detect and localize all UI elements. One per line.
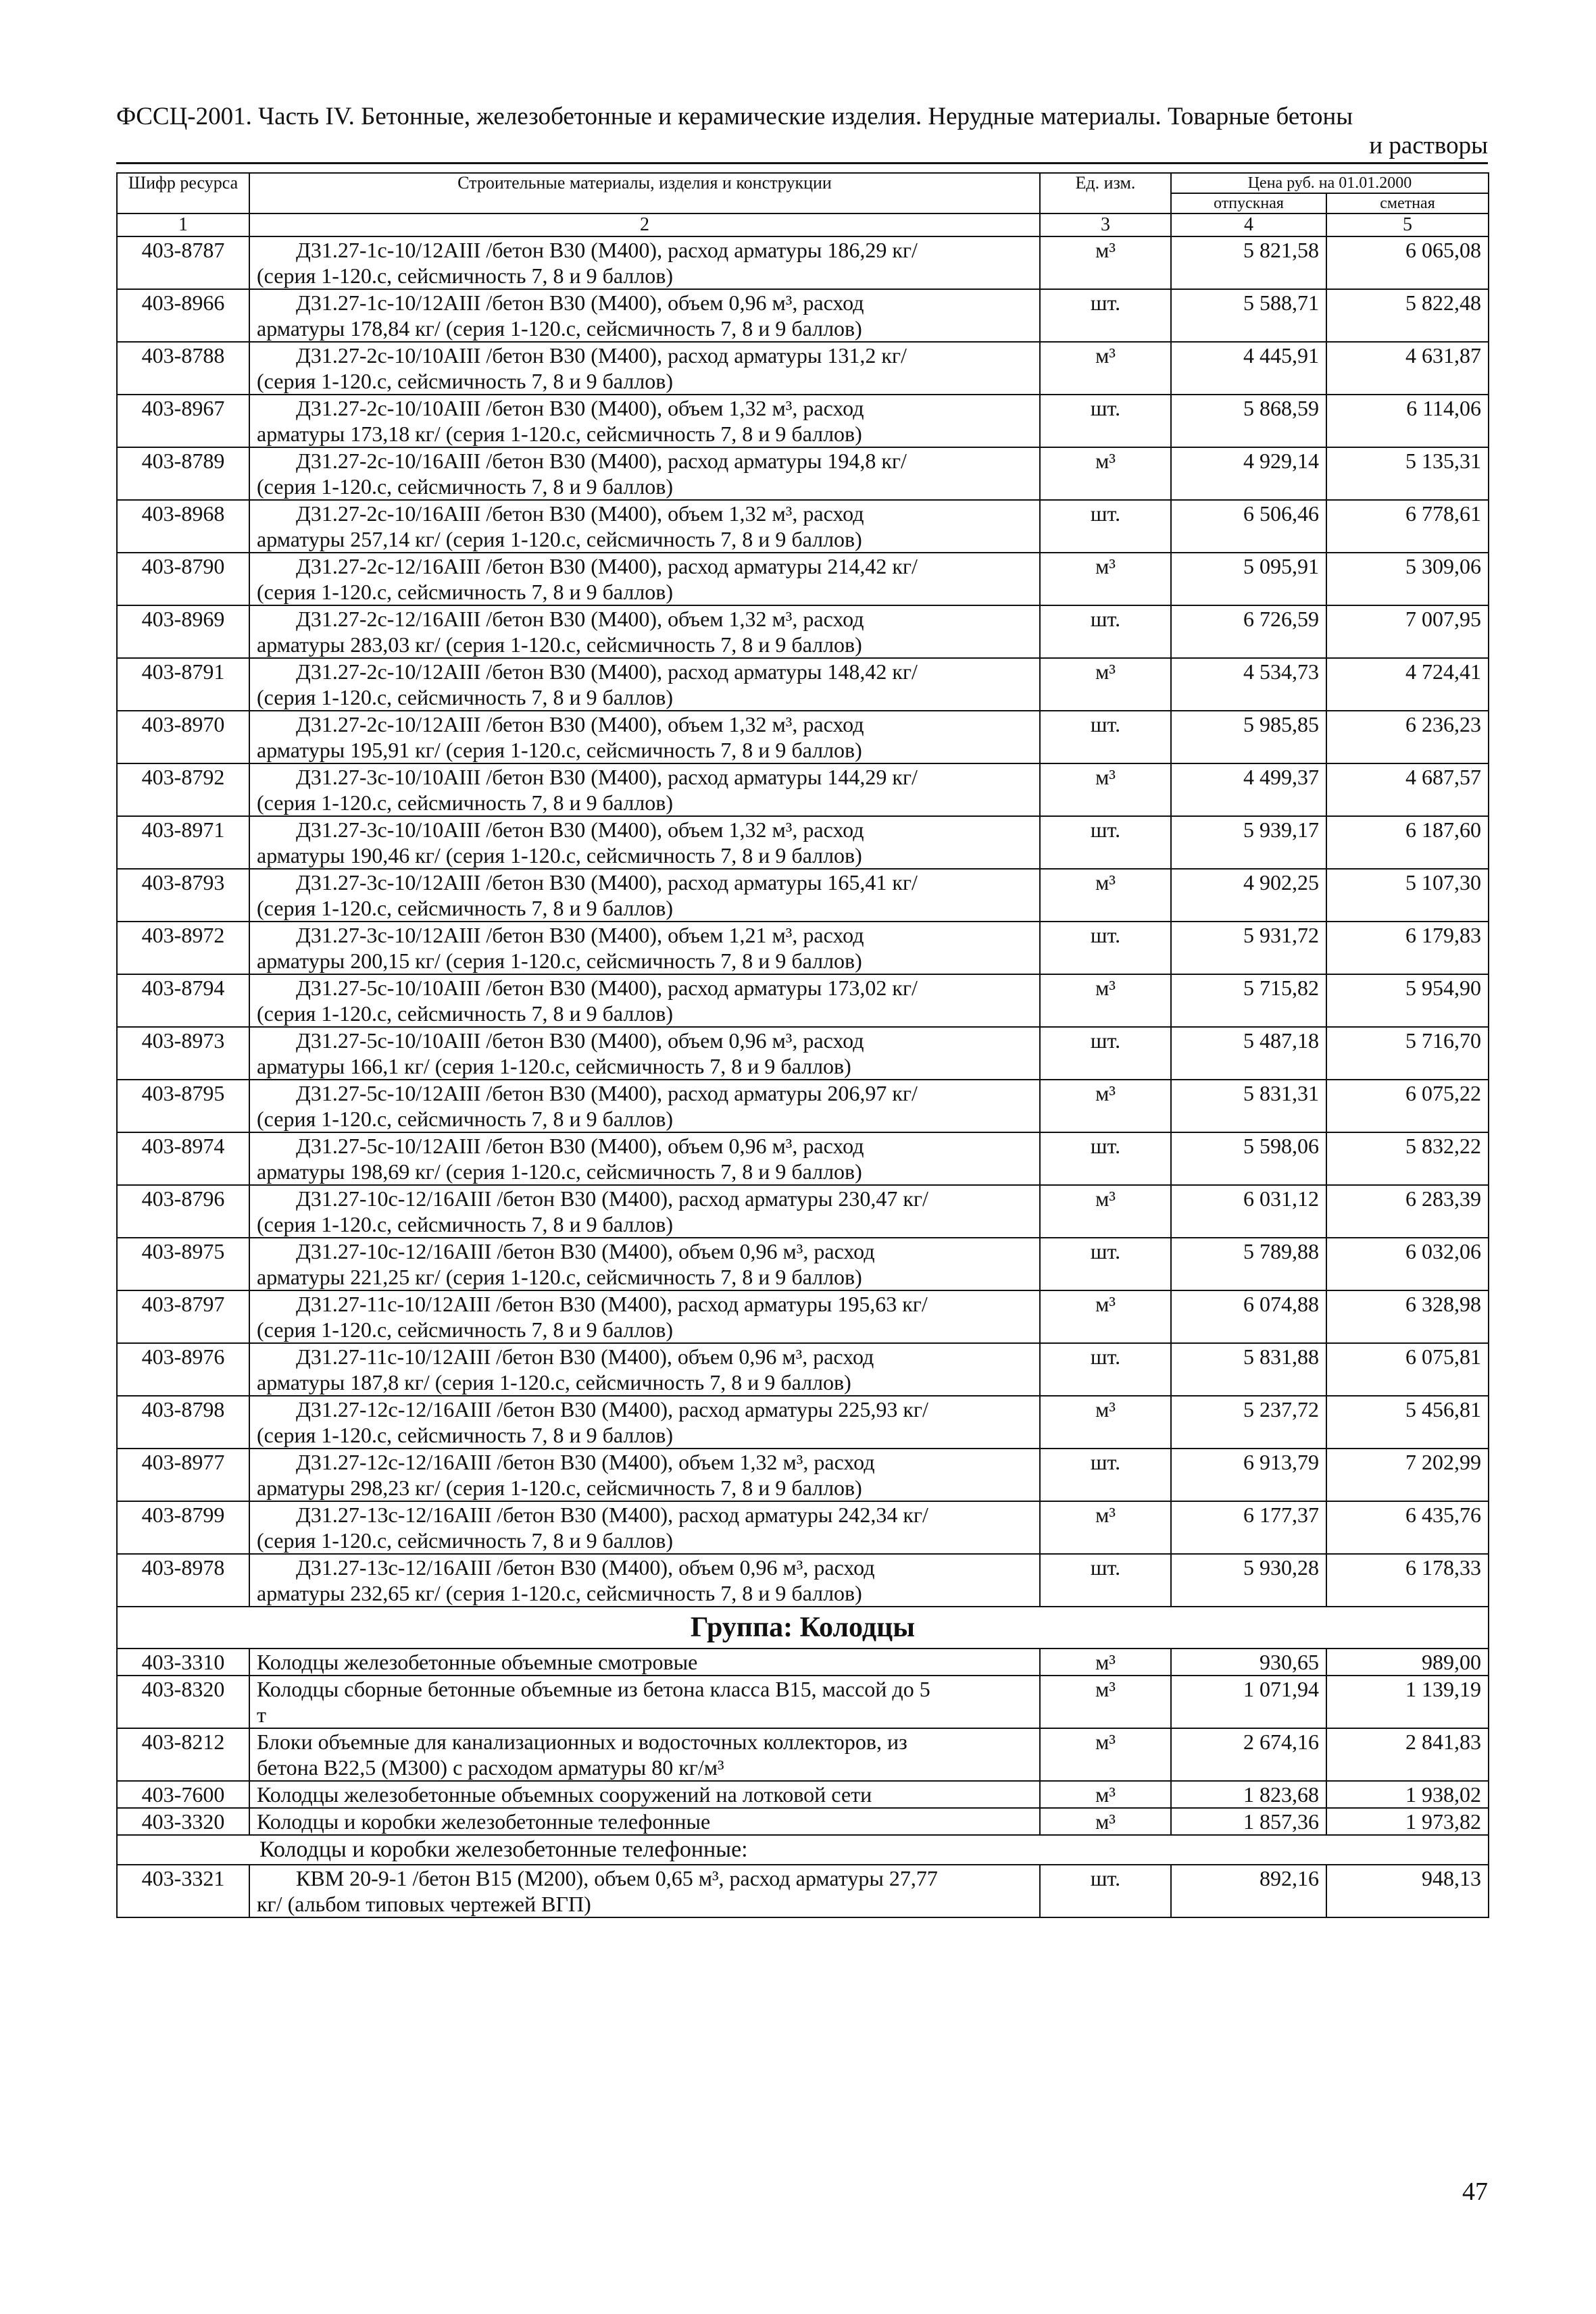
description-line: Д31.27-2с-10/12АIII /бетон В30 (М400), расход арматуры 148,42 кг/ [296, 659, 918, 684]
table-row [117, 922, 1489, 974]
description-line: КВМ 20-9-1 /бетон В15 (М200), объем 0,65 м³, расход арматуры 27,77 [296, 1866, 938, 1890]
resource-code: 403-8976 [117, 1343, 249, 1396]
unit-of-measure: м³ [1040, 1649, 1171, 1676]
estimate-price: 989,00 [1326, 1649, 1489, 1676]
unit-of-measure: шт. [1040, 1865, 1171, 1917]
unit-of-measure: шт. [1040, 1132, 1171, 1185]
description-line: арматуры 232,65 кг/ (серия 1-120.с, сейсмичность 7, 8 и 9 баллов) [257, 1581, 862, 1605]
estimate-price: 6 075,22 [1326, 1080, 1489, 1132]
description-line: т [257, 1703, 266, 1727]
table-row [117, 869, 1489, 922]
item-description [249, 447, 1040, 500]
item-description [249, 605, 1040, 658]
resource-code: 403-8794 [117, 974, 249, 1027]
unit-of-measure: шт. [1040, 395, 1171, 447]
description-line: Д31.27-2с-10/10АIII /бетон В30 (М400), объем 1,32 м³, расход [296, 396, 864, 420]
estimate-price: 2 841,83 [1326, 1728, 1489, 1781]
table-row [117, 1554, 1489, 1607]
release-price: 4 902,25 [1171, 869, 1326, 922]
description-line: Д31.27-13с-12/16АIII /бетон В30 (М400), объем 0,96 м³, расход [296, 1555, 875, 1580]
resource-code: 403-8787 [117, 236, 249, 289]
group-section [117, 1607, 1489, 1649]
item-description [249, 1185, 1040, 1238]
table-row [117, 236, 1489, 289]
resource-code: 403-8788 [117, 342, 249, 395]
description-line: Д31.27-11с-10/12АIII /бетон В30 (М400), расход арматуры 195,63 кг/ [296, 1292, 928, 1316]
column-number: 5 [1326, 213, 1489, 236]
header-title-line1: ФССЦ-2001. Часть IV. Бетонные, железобетонные и керамические изделия. Нерудные материалы. Товарные бетоны [116, 103, 1353, 130]
col-header-estimate-price: сметная [1326, 193, 1489, 213]
table-row [117, 447, 1489, 500]
table-body [117, 236, 1489, 1607]
price-table [116, 172, 1489, 1918]
release-price: 6 031,12 [1171, 1185, 1326, 1238]
release-price: 5 598,06 [1171, 1132, 1326, 1185]
estimate-price: 5 822,48 [1326, 289, 1489, 342]
table-row [117, 1396, 1489, 1449]
unit-of-measure: м³ [1040, 763, 1171, 816]
table-row [117, 289, 1489, 342]
estimate-price: 1 938,02 [1326, 1781, 1489, 1808]
description-line: арматуры 178,84 кг/ (серия 1-120.с, сейсмичность 7, 8 и 9 баллов) [257, 316, 862, 341]
page-number: 47 [1462, 2178, 1488, 2206]
table-row [117, 1027, 1489, 1080]
resource-code: 403-8970 [117, 711, 249, 763]
resource-code: 403-8791 [117, 658, 249, 711]
estimate-price: 1 973,82 [1326, 1808, 1489, 1835]
description-line: Д31.27-2с-12/16АIII /бетон В30 (М400), объем 1,32 м³, расход [296, 607, 864, 631]
col-header-price: Цена руб. на 01.01.2000 [1171, 173, 1489, 193]
description-line: Д31.27-5с-10/10АIII /бетон В30 (М400), объем 0,96 м³, расход [296, 1028, 864, 1053]
table-row [117, 974, 1489, 1027]
description-line: Блоки объемные для канализационных и водосточных коллекторов, из [257, 1730, 907, 1754]
description-line: Д31.27-3с-10/10АIII /бетон В30 (М400), объем 1,32 м³, расход [296, 818, 864, 842]
estimate-price: 7 007,95 [1326, 605, 1489, 658]
unit-of-measure: м³ [1040, 869, 1171, 922]
unit-of-measure: м³ [1040, 1290, 1171, 1343]
description-line: Д31.27-5с-10/12АIII /бетон В30 (М400), расход арматуры 206,97 кг/ [296, 1081, 918, 1105]
item-description [249, 1396, 1040, 1449]
unit-of-measure: м³ [1040, 658, 1171, 711]
resource-code: 403-3321 [117, 1865, 249, 1917]
estimate-price: 6 179,83 [1326, 922, 1489, 974]
table-row [117, 553, 1489, 605]
estimate-price: 5 309,06 [1326, 553, 1489, 605]
release-price: 6 177,37 [1171, 1501, 1326, 1554]
description-line: (серия 1-120.с, сейсмичность 7, 8 и 9 баллов) [257, 580, 674, 604]
resource-code: 403-8212 [117, 1728, 249, 1781]
col-header-description: Строительные материалы, изделия и конструкции [249, 173, 1040, 213]
description-line: Д31.27-3с-10/12АIII /бетон В30 (М400), объем 1,21 м³, расход [296, 923, 864, 947]
item-description [249, 1676, 1040, 1728]
description-line: Д31.27-3с-10/10АIII /бетон В30 (М400), расход арматуры 144,29 кг/ [296, 765, 918, 789]
subgroup-section [117, 1835, 1489, 1865]
resource-code: 403-8975 [117, 1238, 249, 1290]
release-price: 1 857,36 [1171, 1808, 1326, 1835]
table-row [117, 1290, 1489, 1343]
description-line: арматуры 257,14 кг/ (серия 1-120.с, сейсмичность 7, 8 и 9 баллов) [257, 527, 862, 551]
column-numbers-row [117, 213, 1489, 236]
release-price: 5 588,71 [1171, 289, 1326, 342]
unit-of-measure: м³ [1040, 1781, 1171, 1808]
group-header-row [117, 1607, 1489, 1649]
release-price: 5 831,31 [1171, 1080, 1326, 1132]
release-price: 2 674,16 [1171, 1728, 1326, 1781]
description-line: Д31.27-3с-10/12АIII /бетон В30 (М400), расход арматуры 165,41 кг/ [296, 870, 918, 895]
estimate-price: 1 139,19 [1326, 1676, 1489, 1728]
resource-code: 403-8320 [117, 1676, 249, 1728]
item-description [249, 816, 1040, 869]
release-price: 5 715,82 [1171, 974, 1326, 1027]
release-price: 4 499,37 [1171, 763, 1326, 816]
release-price: 4 445,91 [1171, 342, 1326, 395]
page-header [116, 101, 1488, 159]
table-row [117, 1449, 1489, 1501]
unit-of-measure: шт. [1040, 816, 1171, 869]
unit-of-measure: шт. [1040, 1343, 1171, 1396]
description-line: (серия 1-120.с, сейсмичность 7, 8 и 9 баллов) [257, 1528, 674, 1553]
release-price: 6 913,79 [1171, 1449, 1326, 1501]
item-description [249, 1808, 1040, 1835]
item-description [249, 289, 1040, 342]
item-description [249, 1649, 1040, 1676]
release-price: 5 931,72 [1171, 922, 1326, 974]
resource-code: 403-8797 [117, 1290, 249, 1343]
estimate-price: 6 075,81 [1326, 1343, 1489, 1396]
item-description [249, 1080, 1040, 1132]
subgroup-header-row [117, 1835, 1489, 1865]
description-line: Д31.27-10с-12/16АIII /бетон В30 (М400), расход арматуры 230,47 кг/ [296, 1186, 928, 1211]
resource-code: 403-8972 [117, 922, 249, 974]
estimate-price: 6 435,76 [1326, 1501, 1489, 1554]
description-line: Д31.27-2с-10/16АIII /бетон В30 (М400), расход арматуры 194,8 кг/ [296, 449, 907, 473]
unit-of-measure: м³ [1040, 1808, 1171, 1835]
estimate-price: 948,13 [1326, 1865, 1489, 1917]
description-line: (серия 1-120.с, сейсмичность 7, 8 и 9 баллов) [257, 1317, 674, 1342]
item-description [249, 342, 1040, 395]
table-row [117, 1343, 1489, 1396]
item-description [249, 869, 1040, 922]
description-line: (серия 1-120.с, сейсмичность 7, 8 и 9 баллов) [257, 1107, 674, 1131]
table-header [117, 173, 1489, 236]
table-row [117, 1865, 1489, 1917]
subgroup-body [117, 1865, 1489, 1917]
resource-code: 403-8796 [117, 1185, 249, 1238]
item-description [249, 1238, 1040, 1290]
description-line: Д31.27-5с-10/12АIII /бетон В30 (М400), объем 0,96 м³, расход [296, 1134, 864, 1158]
item-description [249, 711, 1040, 763]
table-row [117, 605, 1489, 658]
description-line: Д31.27-1с-10/12АIII /бетон В30 (М400), объем 0,96 м³, расход [296, 291, 864, 315]
estimate-price: 6 283,39 [1326, 1185, 1489, 1238]
item-description [249, 1290, 1040, 1343]
resource-code: 403-8967 [117, 395, 249, 447]
table-row [117, 1238, 1489, 1290]
unit-of-measure: шт. [1040, 711, 1171, 763]
description-line: Д31.27-12с-12/16АIII /бетон В30 (М400), расход арматуры 225,93 кг/ [296, 1397, 928, 1422]
release-price: 930,65 [1171, 1649, 1326, 1676]
column-number: 1 [117, 213, 249, 236]
col-header-code: Шифр ресурса [117, 173, 249, 213]
estimate-price: 6 778,61 [1326, 500, 1489, 553]
table-row [117, 711, 1489, 763]
estimate-price: 5 456,81 [1326, 1396, 1489, 1449]
item-description [249, 395, 1040, 447]
description-line: Д31.27-11с-10/12АIII /бетон В30 (М400), объем 0,96 м³, расход [296, 1344, 874, 1369]
estimate-price: 5 954,90 [1326, 974, 1489, 1027]
item-description [249, 1728, 1040, 1781]
item-description [249, 922, 1040, 974]
description-line: (серия 1-120.с, сейсмичность 7, 8 и 9 баллов) [257, 896, 674, 920]
description-line: (серия 1-120.с, сейсмичность 7, 8 и 9 баллов) [257, 263, 674, 288]
resource-code: 403-3310 [117, 1649, 249, 1676]
release-price: 4 929,14 [1171, 447, 1326, 500]
description-line: (серия 1-120.с, сейсмичность 7, 8 и 9 баллов) [257, 1423, 674, 1447]
release-price: 5 789,88 [1171, 1238, 1326, 1290]
description-line: (серия 1-120.с, сейсмичность 7, 8 и 9 баллов) [257, 1001, 674, 1026]
resource-code: 403-8795 [117, 1080, 249, 1132]
description-line: Д31.27-13с-12/16АIII /бетон В30 (М400), расход арматуры 242,34 кг/ [296, 1503, 928, 1527]
description-line: (серия 1-120.с, сейсмичность 7, 8 и 9 баллов) [257, 1212, 674, 1236]
description-line: Д31.27-10с-12/16АIII /бетон В30 (М400), объем 0,96 м³, расход [296, 1239, 875, 1263]
description-line: арматуры 221,25 кг/ (серия 1-120.с, сейсмичность 7, 8 и 9 баллов) [257, 1265, 862, 1289]
description-line: (серия 1-120.с, сейсмичность 7, 8 и 9 баллов) [257, 685, 674, 709]
estimate-price: 4 724,41 [1326, 658, 1489, 711]
description-line: арматуры 187,8 кг/ (серия 1-120.с, сейсмичность 7, 8 и 9 баллов) [257, 1370, 851, 1394]
resource-code: 403-7600 [117, 1781, 249, 1808]
estimate-price: 6 236,23 [1326, 711, 1489, 763]
estimate-price: 6 114,06 [1326, 395, 1489, 447]
release-price: 5 985,85 [1171, 711, 1326, 763]
resource-code: 403-8974 [117, 1132, 249, 1185]
group-body [117, 1649, 1489, 1835]
estimate-price: 5 107,30 [1326, 869, 1489, 922]
table-row [117, 658, 1489, 711]
item-description [249, 1343, 1040, 1396]
estimate-price: 6 187,60 [1326, 816, 1489, 869]
table-row [117, 1080, 1489, 1132]
release-price: 892,16 [1171, 1865, 1326, 1917]
estimate-price: 4 687,57 [1326, 763, 1489, 816]
release-price: 6 726,59 [1171, 605, 1326, 658]
estimate-price: 4 631,87 [1326, 342, 1489, 395]
description-line: (серия 1-120.с, сейсмичность 7, 8 и 9 баллов) [257, 790, 674, 815]
item-description [249, 1781, 1040, 1808]
resource-code: 403-8971 [117, 816, 249, 869]
group-title: Группа: Колодцы [117, 1607, 1489, 1649]
item-description [249, 500, 1040, 553]
table-row [117, 1132, 1489, 1185]
estimate-price: 5 832,22 [1326, 1132, 1489, 1185]
table-row [117, 1501, 1489, 1554]
unit-of-measure: м³ [1040, 1396, 1171, 1449]
item-description [249, 1027, 1040, 1080]
table-row [117, 395, 1489, 447]
estimate-price: 5 716,70 [1326, 1027, 1489, 1080]
description-line: (серия 1-120.с, сейсмичность 7, 8 и 9 баллов) [257, 474, 674, 499]
item-description [249, 1554, 1040, 1607]
unit-of-measure: м³ [1040, 553, 1171, 605]
description-line: Д31.27-5с-10/10АIII /бетон В30 (М400), расход арматуры 173,02 кг/ [296, 976, 918, 1000]
unit-of-measure: м³ [1040, 974, 1171, 1027]
unit-of-measure: м³ [1040, 1676, 1171, 1728]
unit-of-measure: м³ [1040, 236, 1171, 289]
unit-of-measure: шт. [1040, 289, 1171, 342]
description-line: арматуры 166,1 кг/ (серия 1-120.с, сейсмичность 7, 8 и 9 баллов) [257, 1054, 851, 1078]
header-title-line2: и растворы [1369, 132, 1488, 159]
release-price: 5 095,91 [1171, 553, 1326, 605]
unit-of-measure: м³ [1040, 1501, 1171, 1554]
resource-code: 403-3320 [117, 1808, 249, 1835]
item-description [249, 1449, 1040, 1501]
column-number: 2 [249, 213, 1040, 236]
item-description [249, 1865, 1040, 1917]
description-line: Колодцы и коробки железобетонные телефонные [257, 1809, 711, 1834]
resource-code: 403-8793 [117, 869, 249, 922]
resource-code: 403-8978 [117, 1554, 249, 1607]
item-description [249, 974, 1040, 1027]
description-line: арматуры 283,03 кг/ (серия 1-120.с, сейсмичность 7, 8 и 9 баллов) [257, 632, 862, 657]
release-price: 5 487,18 [1171, 1027, 1326, 1080]
release-price: 5 821,58 [1171, 236, 1326, 289]
description-line: Д31.27-2с-12/16АIII /бетон В30 (М400), расход арматуры 214,42 кг/ [296, 554, 918, 578]
table-row [117, 500, 1489, 553]
resource-code: 403-8973 [117, 1027, 249, 1080]
description-line: Колодцы железобетонные объемные смотровые [257, 1650, 698, 1674]
table-row [117, 1676, 1489, 1728]
description-line: кг/ (альбом типовых чертежей ВГП) [257, 1892, 591, 1916]
table-row [117, 1185, 1489, 1238]
estimate-price: 6 178,33 [1326, 1554, 1489, 1607]
unit-of-measure: шт. [1040, 1449, 1171, 1501]
table-row [117, 816, 1489, 869]
unit-of-measure: м³ [1040, 342, 1171, 395]
col-header-release-price: отпускная [1171, 193, 1326, 213]
unit-of-measure: шт. [1040, 605, 1171, 658]
column-number: 4 [1171, 213, 1326, 236]
item-description [249, 1501, 1040, 1554]
estimate-price: 7 202,99 [1326, 1449, 1489, 1501]
table-row [117, 1808, 1489, 1835]
unit-of-measure: шт. [1040, 1238, 1171, 1290]
release-price: 5 831,88 [1171, 1343, 1326, 1396]
item-description [249, 1132, 1040, 1185]
item-description [249, 236, 1040, 289]
description-line: Колодцы железобетонные объемных сооружений на лотковой сети [257, 1782, 872, 1807]
table-row [117, 1781, 1489, 1808]
release-price: 6 506,46 [1171, 500, 1326, 553]
description-line: Д31.27-2с-10/16АIII /бетон В30 (М400), объем 1,32 м³, расход [296, 501, 864, 526]
description-line: арматуры 195,91 кг/ (серия 1-120.с, сейсмичность 7, 8 и 9 баллов) [257, 738, 862, 762]
description-line: Д31.27-2с-10/12АIII /бетон В30 (М400), объем 1,32 м³, расход [296, 712, 864, 736]
unit-of-measure: шт. [1040, 500, 1171, 553]
resource-code: 403-8977 [117, 1449, 249, 1501]
table-row [117, 763, 1489, 816]
resource-code: 403-8792 [117, 763, 249, 816]
description-line: Д31.27-12с-12/16АIII /бетон В30 (М400), объем 1,32 м³, расход [296, 1450, 875, 1474]
estimate-price: 5 135,31 [1326, 447, 1489, 500]
resource-code: 403-8790 [117, 553, 249, 605]
subgroup-title: Колодцы и коробки железобетонные телефонные: [117, 1835, 1489, 1865]
col-header-unit: Ед. изм. [1040, 173, 1171, 213]
description-line: арматуры 298,23 кг/ (серия 1-120.с, сейсмичность 7, 8 и 9 баллов) [257, 1476, 862, 1500]
estimate-price: 6 328,98 [1326, 1290, 1489, 1343]
description-line: арматуры 190,46 кг/ (серия 1-120.с, сейсмичность 7, 8 и 9 баллов) [257, 843, 862, 867]
item-description [249, 658, 1040, 711]
unit-of-measure: м³ [1040, 447, 1171, 500]
release-price: 1 823,68 [1171, 1781, 1326, 1808]
description-line: Колодцы сборные бетонные объемные из бетона класса В15, массой до 5 [257, 1677, 930, 1701]
release-price: 6 074,88 [1171, 1290, 1326, 1343]
resource-code: 403-8789 [117, 447, 249, 500]
release-price: 5 930,28 [1171, 1554, 1326, 1607]
resource-code: 403-8798 [117, 1396, 249, 1449]
description-line: бетона В22,5 (М300) с расходом арматуры 80 кг/м³ [257, 1755, 724, 1780]
description-line: арматуры 200,15 кг/ (серия 1-120.с, сейсмичность 7, 8 и 9 баллов) [257, 949, 862, 973]
resource-code: 403-8799 [117, 1501, 249, 1554]
release-price: 4 534,73 [1171, 658, 1326, 711]
item-description [249, 763, 1040, 816]
description-line: (серия 1-120.с, сейсмичность 7, 8 и 9 баллов) [257, 369, 674, 393]
table-row [117, 1649, 1489, 1676]
estimate-price: 6 065,08 [1326, 236, 1489, 289]
resource-code: 403-8969 [117, 605, 249, 658]
resource-code: 403-8966 [117, 289, 249, 342]
column-number: 3 [1040, 213, 1171, 236]
release-price: 5 868,59 [1171, 395, 1326, 447]
description-line: Д31.27-2с-10/10АIII /бетон В30 (М400), расход арматуры 131,2 кг/ [296, 343, 907, 368]
description-line: Д31.27-1с-10/12АIII /бетон В30 (М400), расход арматуры 186,29 кг/ [296, 238, 918, 262]
description-line: арматуры 198,69 кг/ (серия 1-120.с, сейсмичность 7, 8 и 9 баллов) [257, 1159, 862, 1184]
header-rule [116, 162, 1488, 164]
unit-of-measure: м³ [1040, 1080, 1171, 1132]
unit-of-measure: шт. [1040, 1027, 1171, 1080]
estimate-price: 6 032,06 [1326, 1238, 1489, 1290]
release-price: 5 939,17 [1171, 816, 1326, 869]
item-description [249, 553, 1040, 605]
resource-code: 403-8968 [117, 500, 249, 553]
unit-of-measure: шт. [1040, 922, 1171, 974]
release-price: 1 071,94 [1171, 1676, 1326, 1728]
table-row [117, 342, 1489, 395]
release-price: 5 237,72 [1171, 1396, 1326, 1449]
description-line: арматуры 173,18 кг/ (серия 1-120.с, сейсмичность 7, 8 и 9 баллов) [257, 422, 862, 446]
unit-of-measure: шт. [1040, 1554, 1171, 1607]
unit-of-measure: м³ [1040, 1728, 1171, 1781]
table-row [117, 1728, 1489, 1781]
unit-of-measure: м³ [1040, 1185, 1171, 1238]
